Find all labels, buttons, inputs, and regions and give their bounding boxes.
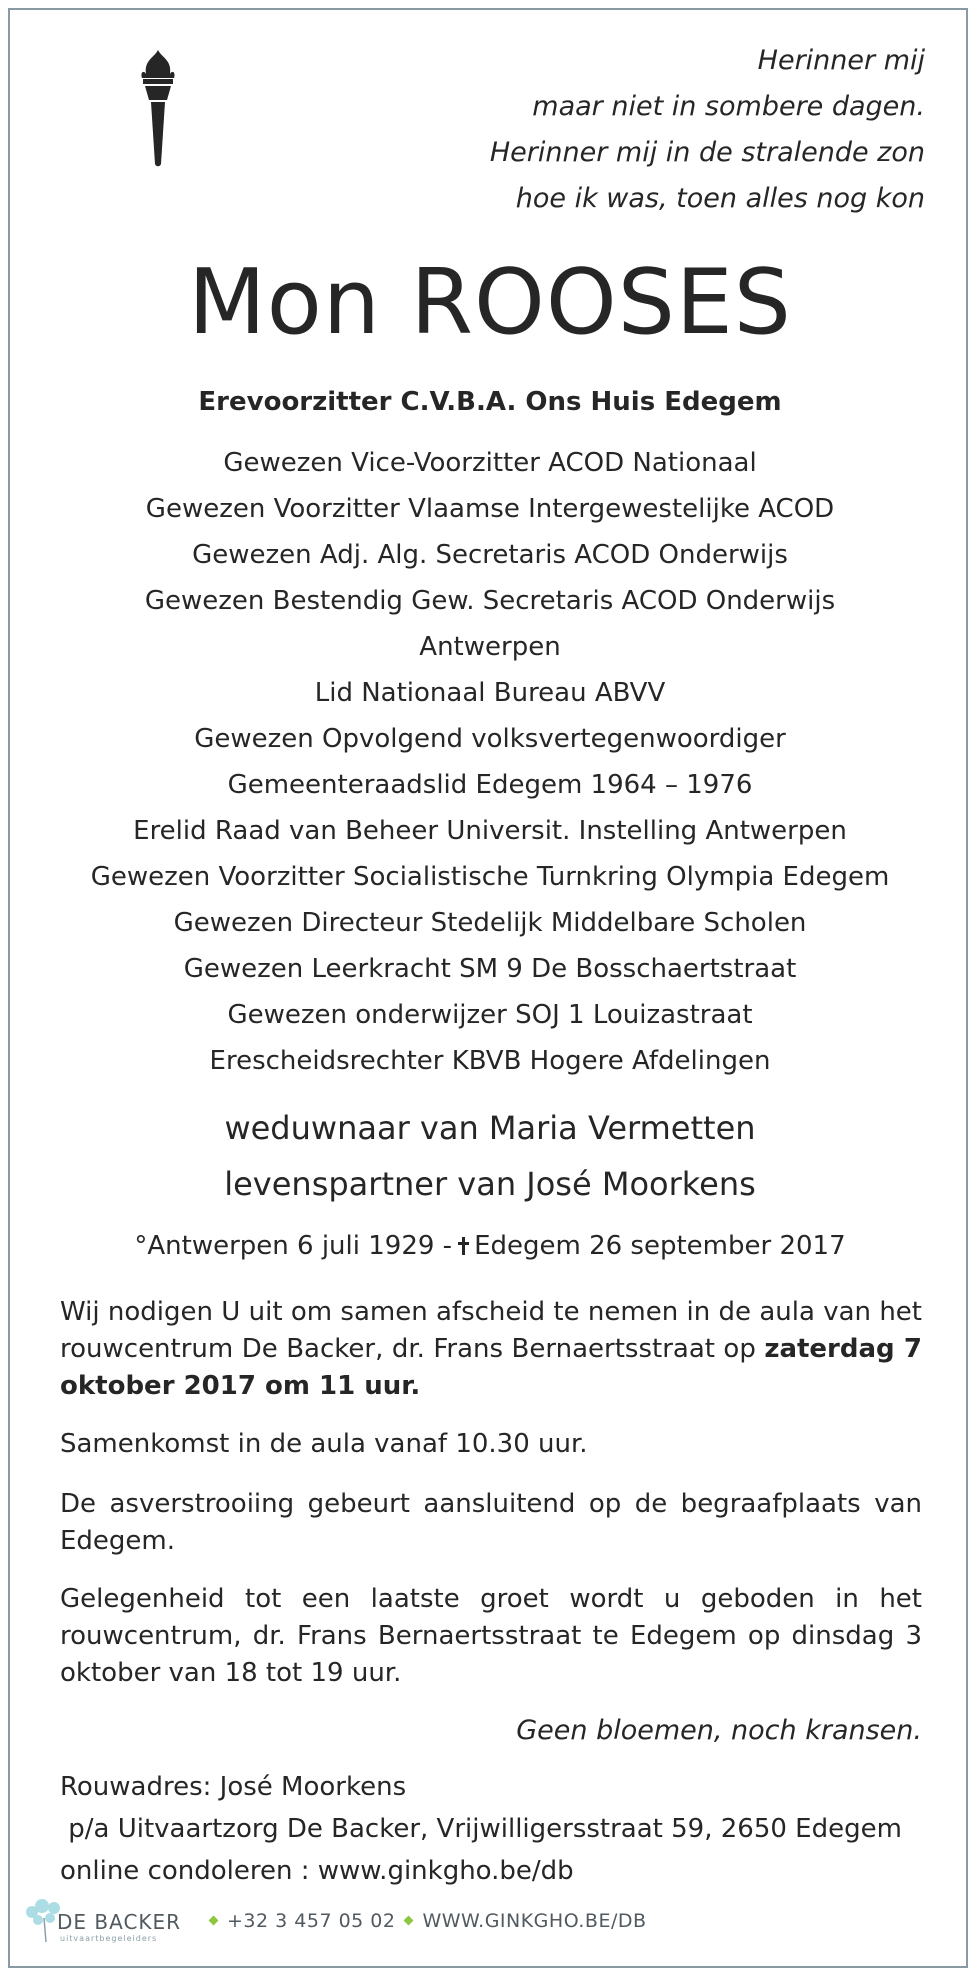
poem-line: Herinner mij in de stralende zon xyxy=(489,137,925,168)
farewell-paragraph: Gelegenheid tot een laatste groet wordt u geboden in het rouwcentrum, dr. Frans Bernaertsstraat te Edegem op dinsdag 3 oktober van 18 tot 19 uur. xyxy=(60,1584,922,1688)
address-line: p/a Uitvaartzorg De Backer, Vrijwilligersstraat 59, 2650 Edegem xyxy=(60,1814,902,1844)
title-line: Erelid Raad van Beheer Universit. Instelling Antwerpen xyxy=(133,816,847,846)
deceased-name: Mon ROOSES xyxy=(188,250,792,355)
title-line: Gewezen Opvolgend volksvertegenwoordiger xyxy=(194,724,786,754)
title-line: Gewezen Voorzitter Socialistische Turnkring Olympia Edegem xyxy=(90,862,890,892)
relation-line: weduwnaar van Maria Vermetten xyxy=(224,1109,756,1147)
footer-phone[interactable]: +32 3 457 05 02 xyxy=(227,1910,396,1932)
title-line: Antwerpen xyxy=(419,632,561,662)
torch-icon xyxy=(136,48,180,168)
title-line: Gewezen Voorzitter Vlaamse Intergewestelijke ACOD xyxy=(145,494,835,524)
title-line: Gewezen Vice-Voorzitter ACOD Nationaal xyxy=(223,448,757,478)
death-date: Edegem 26 september 2017 xyxy=(474,1231,846,1261)
title-line: Lid Nationaal Bureau ABVV xyxy=(314,678,666,708)
title-line: Erescheidsrechter KBVB Hogere Afdelingen xyxy=(209,1046,771,1076)
diamond-bullet-icon xyxy=(404,1916,414,1926)
title-line: Gemeenteraadslid Edegem 1964 – 1976 xyxy=(227,770,753,800)
gathering-paragraph: Samenkomst in de aula vanaf 10.30 uur. xyxy=(60,1429,588,1459)
poem-line: hoe ik was, toen alles nog kon xyxy=(515,183,925,214)
footer-website[interactable]: WWW.GINKGHO.BE/DB xyxy=(422,1910,647,1932)
cross-icon xyxy=(458,1237,468,1255)
footer xyxy=(22,1898,822,1948)
no-flowers-note: Geen bloemen, noch kransen. xyxy=(516,1715,922,1746)
mourning-address xyxy=(60,1766,902,1892)
condolence-link[interactable]: online condoleren : www.ginkgho.be/db xyxy=(60,1856,574,1886)
invitation-text: Wij nodigen U uit om samen afscheid te nemen in de aula van het rouwcentrum De Backer, dr. Frans Bernaertsstraat op xyxy=(60,1297,922,1364)
title-line: Gewezen Leerkracht SM 9 De Bosschaertstraat xyxy=(183,954,797,984)
poem-line: Herinner mij xyxy=(757,45,925,76)
title-line: Gewezen Adj. Alg. Secretaris ACOD Onderwijs xyxy=(192,540,788,570)
footer-contact xyxy=(200,1910,647,1932)
invitation-paragraph xyxy=(60,1294,922,1405)
brand-name: DE BACKER xyxy=(57,1910,182,1934)
ash-scattering-paragraph: De asverstrooiing gebeurt aansluitend op de begraafplaats van Edegem. xyxy=(60,1489,922,1556)
poem-line: maar niet in sombere dagen. xyxy=(532,91,925,122)
poem xyxy=(490,38,925,222)
relations xyxy=(0,1100,980,1212)
honorary-title: Erevoorzitter C.V.B.A. Ons Huis Edegem xyxy=(198,387,782,417)
life-dates xyxy=(0,1226,980,1266)
relation-line: levenspartner van José Moorkens xyxy=(224,1165,756,1203)
title-line: Gewezen Bestendig Gew. Secretaris ACOD Onderwijs xyxy=(144,586,836,616)
ceremony-datetime: zaterdag 7 oktober 2017 om 11 uur. xyxy=(60,1334,922,1401)
diamond-bullet-icon xyxy=(209,1916,219,1926)
address-line: Rouwadres: José Moorkens xyxy=(60,1772,407,1802)
brand-subtitle: uitvaartbegeleiders xyxy=(60,1934,158,1943)
birth-date: °Antwerpen 6 juli 1929 - xyxy=(134,1231,453,1261)
titles-list xyxy=(0,440,980,1084)
title-line: Gewezen onderwijzer SOJ 1 Louizastraat xyxy=(227,1000,753,1030)
title-line: Gewezen Directeur Stedelijk Middelbare Scholen xyxy=(173,908,807,938)
